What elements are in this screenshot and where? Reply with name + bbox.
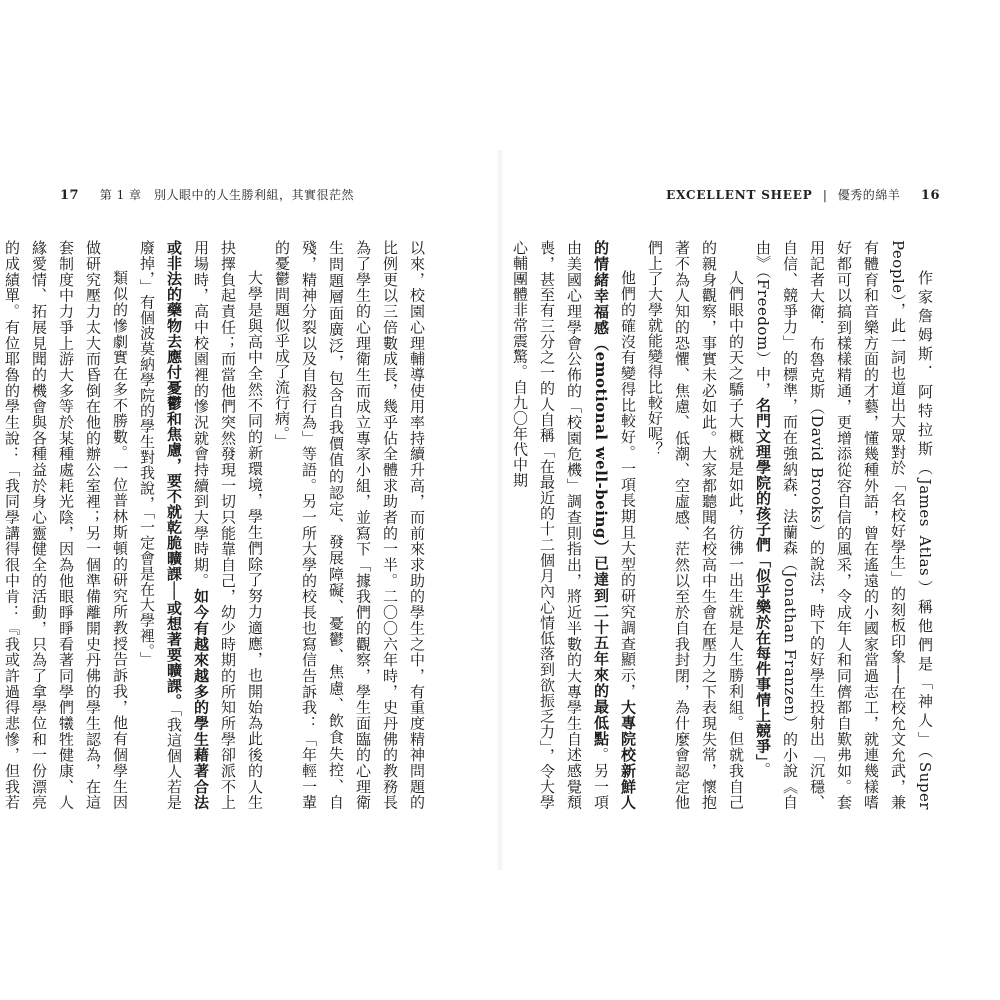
text-run: ）的說法，時下的好學生投射出「沉穩、自信、競爭力」的標準，而在強納森．法蘭森（ [781, 240, 826, 811]
emphasized-text: 大專院校新鮮人的情緒幸福感（emotional well-being）已達到二十五年來的最低點 [592, 240, 637, 811]
right-running-head [666, 186, 940, 203]
text-run: 「我這個人若是廢掉，」有個波莫納學院的學生對我說，「一定會是在大學裡。」 [138, 240, 183, 811]
text-run: James Atlas [916, 478, 934, 577]
text-run: Jonathan Franzen [781, 571, 799, 716]
text-run: 大學是與高中全然不同的新環境，學生們除了努力適應，也開始為此後的人生抉擇負起責任；而當他們突然發現一切只能靠自己，幼少時期的所知所學卻派不上用場時，高中校園裡的慘況就會持續到大學時期。 [192, 240, 264, 810]
book-title-chinese: 優秀的綿羊 [837, 188, 901, 202]
right-page-number: 16 [920, 188, 940, 203]
paragraph [641, 240, 749, 810]
right-body-text [511, 240, 938, 811]
text-run: ），此一詞也道出大眾對於「名校好學生」的刻板印象──在校允文允武，兼有體育和音樂方面的才藝，懂幾種外語，曾在遙遠的小國家當過志工，就連幾樣嗜好都可以搞到樣樣精通，更增添從容自信的風采，令成年人和同儕都自歎弗如。套用記者大衛．布魯克斯（ [808, 240, 907, 810]
text-run: David Brooks [808, 415, 826, 524]
text-run: 。另一項由美國心理學會公佈的「校園危機」調查則指出，將近半數的大專學生自述感覺頹喪，甚至有三分之一的人自稱「在最近的十二個月內心情低落到欲振乏力」，令大學心輔團體非常震驚。自九〇年代中期 [511, 240, 610, 810]
text-run: ）稱他們是「神人」（ [916, 576, 934, 762]
text-run: 以來，校園心理輔導使用率持續升高，而前來求助的學生之中，有重度精神問題的比例更以三倍數成長，幾乎佔全體求助者的一半。二〇〇六年時，史丹佛的教務長為了學生的心理衛生而成立專家小組，並寫下「據我們的觀察，學生面臨的心理衛生問題層面廣泛，包含自我價值的認定、發展障礙、憂鬱、焦慮、飲食失控、自殘，精神分裂以及自殺行為」等語。另一所大學的校長也寫信告訴我：「年輕一輩的憂鬱問題似乎成了流行病。」 [273, 240, 426, 810]
chapter-title: 第 1 章 別人眼中的人生勝利組，其實很茫然 [99, 188, 355, 202]
paragraph [268, 240, 430, 810]
text-run: ）的小說《自由》（ [754, 240, 799, 810]
left-body-text [3, 240, 430, 811]
paragraph [749, 240, 938, 810]
text-run: 人們眼中的天之驕子大概就是如此，彷彿一出生就是人生勝利組。但就我自己的親身觀察，事實未必如此。大家都聽聞名校高中生會在壓力之下表現失常，懷抱著不為人知的恐懼、焦慮、低潮、空虛感、茫然以至於自我封閉，為什麼會認定他們上了大學就能變得比較好呢？ [646, 240, 745, 810]
text-run: 類似的慘劇實在多不勝數。一位普林斯頓的研究所教授告訴我，他有個學生因做研究壓力太大而昏倒在他的辦公室裡；另一個準備離開史丹佛的學生認為，在這套制度中力爭上游大多等於某種處耗光陰，因為他眼睜睜看著同學們犧牲健康、人緣愛情、拓展見聞的機會與各種益於身心靈健全的活動，只為了拿學位和一份漂亮的成績單。有位耶魯的學生說：「我同學講得很中肯：『我或許過得悲慘，但我若 [3, 240, 129, 810]
text-run: 。 [754, 761, 772, 778]
emphasized-text: 名門文理學院的孩子們「似乎樂於在每件事情上競爭」 [754, 397, 772, 762]
paragraph [506, 240, 641, 810]
emphasized-text: 如今有越來越多的學生藉著合法或非法的藥物去應付憂鬱和焦慮，要不就乾脆曠課──或想著要曠課。 [165, 240, 210, 811]
header-separator: | [822, 188, 828, 202]
text-run: Freedom [754, 279, 772, 351]
text-run: Super People [889, 240, 934, 810]
paragraph [133, 240, 268, 810]
right-page [500, 0, 1000, 1000]
text-run: ）中， [754, 350, 772, 398]
text-run: 他們的確沒有變得比較好。一項長期且大型的研究調查顯示， [619, 270, 637, 700]
text-run: 作家詹姆斯．阿特拉斯（ [916, 270, 934, 479]
left-running-head [60, 186, 354, 203]
left-page-number: 17 [60, 188, 80, 203]
book-title-english: EXCELLENT SHEEP [666, 188, 813, 202]
paragraph [0, 240, 133, 810]
